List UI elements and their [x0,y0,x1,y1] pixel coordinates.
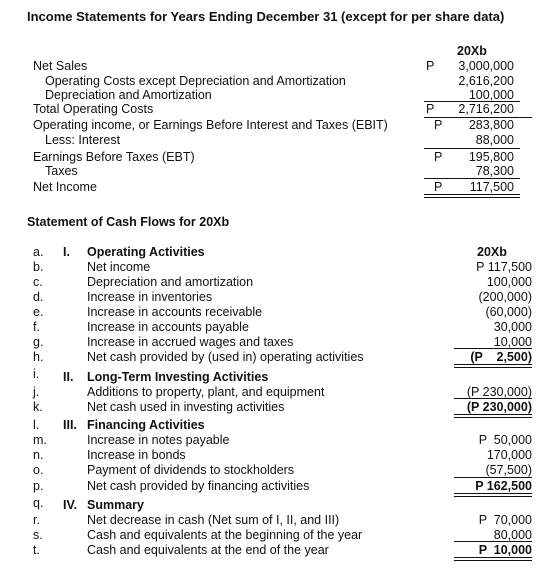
is-rule-ebit [424,117,532,118]
cf-label-accrued-wages: Increase in accrued wages and taxes [87,335,294,349]
is-label-net-income: Net Income [33,180,97,194]
cf-rule-net-investing-top [454,398,532,399]
cf-value-net-financing: P 162,500 [475,479,532,493]
cf-letter-d: d. [33,290,44,304]
is-label-depreciation: Depreciation and Amortization [45,88,212,102]
cf-value-net-operating: (P 2,500) [470,350,532,364]
is-value-taxes: 78,300 [475,164,514,178]
is-peso-ebt: P [434,150,443,164]
cf-letter-j: j. [33,385,40,399]
cf-label-net-decrease: Net decrease in cash (Net sum of I, II, and III) [87,513,340,527]
cf-value-accounts-payable: 30,000 [493,320,532,334]
is-label-operating-costs: Operating Costs except Depreciation and Amortization [45,74,346,88]
cf-rule-net-operating-top [454,348,532,349]
income-year-header: 20Xb [457,44,487,58]
cf-label-depreciation: Depreciation and amortization [87,275,254,289]
cf-rule-cash-end-top [454,541,532,542]
is-label-interest: Less: Interest [45,133,121,147]
cf-letter-r: r. [33,513,40,527]
is-label-net-sales: Net Sales [33,59,88,73]
cf-value-cash-end: P 10,000 [478,543,532,557]
is-peso-net-sales: P [426,59,435,73]
is-value-interest: 88,000 [475,133,514,147]
cf-letter-c: c. [33,275,43,289]
is-peso-ebit: P [434,118,443,132]
cf-section-numeral-2: II. [63,370,74,384]
cf-section-numeral-3: III. [63,418,77,432]
cf-value-dividends: (57,500) [485,463,532,477]
cf-letter-h: h. [33,350,44,364]
cf-rule-net-operating-double [454,364,532,368]
cf-letter-p: p. [33,479,44,493]
cf-value-net-investing: (P 230,000) [466,400,532,414]
cf-value-accrued-wages: 10,000 [493,335,532,349]
cf-letter-n: n. [33,448,44,462]
cf-letter-q: q. [33,496,44,510]
cf-letter-l: l. [33,418,40,432]
cf-label-notes-payable: Increase in notes payable [87,433,230,447]
cf-label-inventories: Increase in inventories [87,290,213,304]
cf-letter-b: b. [33,260,44,274]
cf-label-cash-end: Cash and equivalents at the end of the year [87,543,329,557]
cf-label-additions-ppe: Additions to property, plant, and equipment [87,385,325,399]
cf-label-net-income: Net income [87,260,151,274]
cf-value-depreciation: 100,000 [486,275,532,289]
cf-value-net-income: P 117,500 [476,260,532,274]
is-value-net-sales: 3,000,000 [458,59,514,73]
is-rule-net-income-double [424,194,520,198]
cf-label-dividends: Payment of dividends to stockholders [87,463,295,477]
is-label-taxes: Taxes [45,164,78,178]
cf-letter-f: f. [33,320,40,334]
is-label-total-operating-costs: Total Operating Costs [33,102,154,116]
cf-rule-net-financing-top [454,477,532,478]
cf-label-net-operating: Net cash provided by (used in) operating activities [87,350,364,364]
is-value-ebt: 195,800 [468,150,514,164]
cf-label-net-financing: Net cash provided by financing activities [87,479,310,493]
cf-letter-t: t. [33,543,40,557]
is-rule-net-income-top [424,178,520,179]
cf-label-cash-beginning: Cash and equivalents at the beginning of the year [87,528,363,542]
is-peso-net-income: P [434,180,443,194]
cf-rule-cash-end-double [454,557,532,561]
cf-section-heading-summary: Summary [87,498,144,512]
cf-value-additions-ppe: (P 230,000) [466,385,532,399]
cf-value-net-decrease: P 70,000 [478,513,532,527]
is-peso-total-operating-costs: P [426,102,435,116]
cf-letter-a: a. [33,245,44,259]
cf-value-accounts-receivable: (60,000) [485,305,532,319]
is-value-ebit: 283,800 [468,118,514,132]
is-value-depreciation: 100,000 [468,88,514,102]
cf-section-heading-financing: Financing Activities [87,418,205,432]
cf-section-heading-investing: Long-Term Investing Activities [87,370,269,384]
income-statement-title: Income Statements for Years Ending December 31 (except for per share data) [27,9,505,24]
is-label-ebit: Operating income, or Earnings Before Interest and Taxes (EBIT) [33,118,388,132]
cf-value-inventories: (200,000) [478,290,532,304]
is-rule-total-operating-costs [424,101,520,102]
is-label-ebt: Earnings Before Taxes (EBT) [33,150,195,164]
cf-section-heading-operating: Operating Activities [87,245,205,259]
cf-letter-s: s. [33,528,43,542]
cf-label-net-investing: Net cash used in investing activities [87,400,285,414]
cf-letter-k: k. [33,400,43,414]
cf-letter-o: o. [33,463,44,477]
cf-value-cash-beginning: 80,000 [493,528,532,542]
cf-letter-e: e. [33,305,44,319]
cf-letter-i: i. [33,367,40,381]
cf-section-numeral-1: I. [63,245,70,259]
cf-section-numeral-4: IV. [63,498,78,512]
cash-flows-year-header: 20Xb [477,245,507,259]
cf-letter-g: g. [33,335,44,349]
cash-flows-title: Statement of Cash Flows for 20Xb [27,215,230,229]
is-value-operating-costs: 2,616,200 [458,74,514,88]
cf-letter-m: m. [33,433,47,447]
cf-label-bonds: Increase in bonds [87,448,186,462]
cf-value-notes-payable: P 50,000 [478,433,532,447]
is-value-net-income: 117,500 [469,180,514,194]
cf-label-accounts-payable: Increase in accounts payable [87,320,249,334]
cf-rule-net-financing-double [454,493,532,497]
cf-value-bonds: 170,000 [486,448,532,462]
is-rule-ebt [424,148,520,149]
cf-rule-net-investing-double [454,414,532,418]
is-value-total-operating-costs: 2,716,200 [458,102,514,116]
cf-label-accounts-receivable: Increase in accounts receivable [87,305,263,319]
